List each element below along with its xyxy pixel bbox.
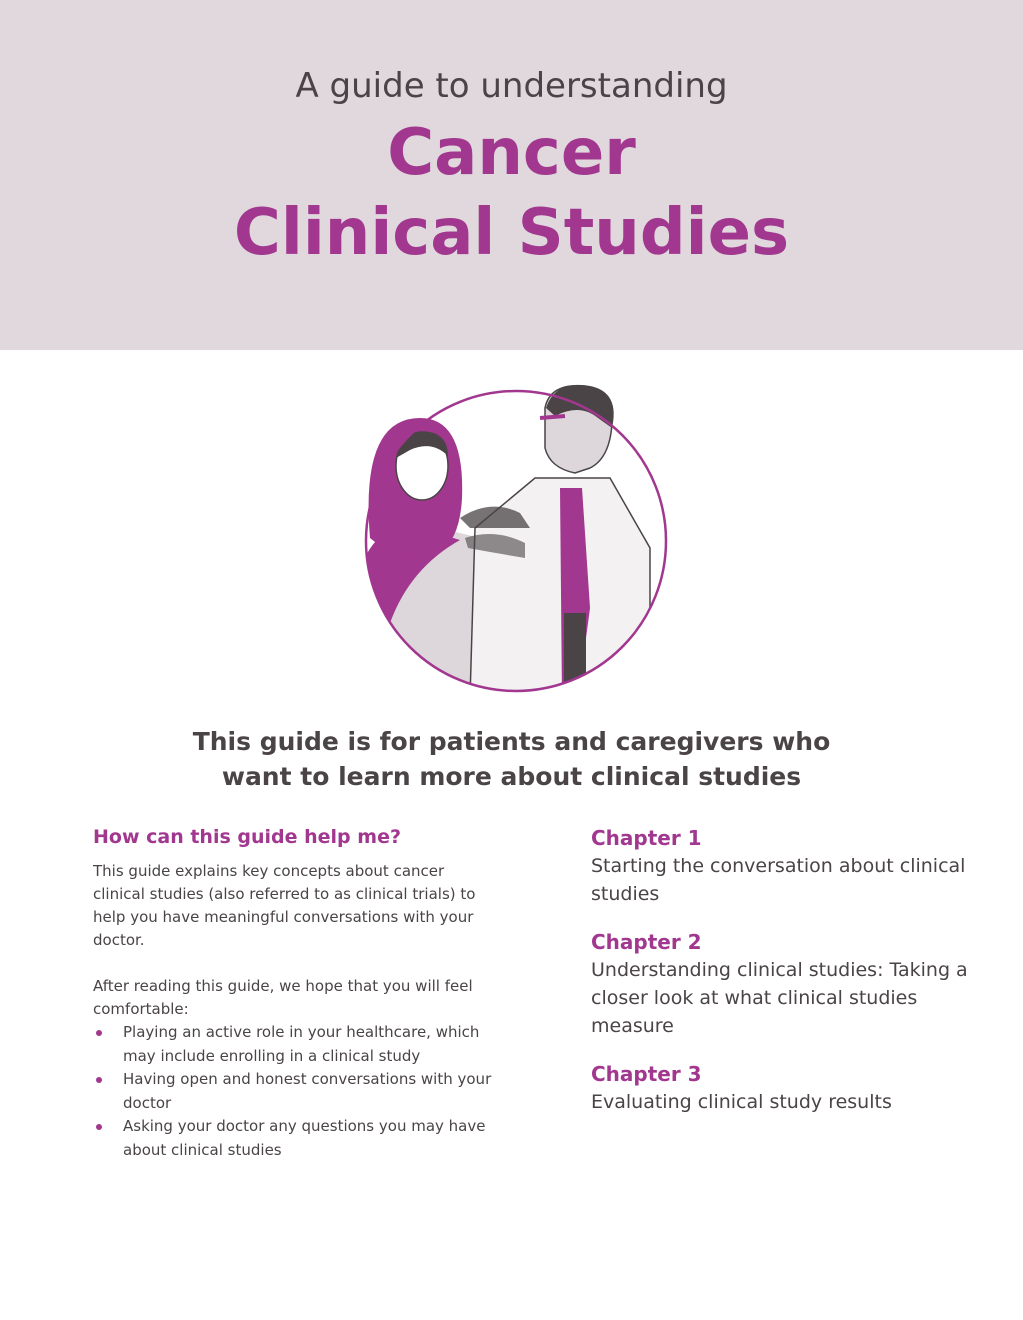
patient-doctor-illustration	[350, 378, 680, 698]
chapter-title: Understanding clinical studies: Taking a closer look at what clinical studies measure	[591, 959, 968, 1037]
chapter-label: Chapter 2	[591, 930, 702, 954]
chapter-list	[591, 824, 971, 1136]
header-banner	[0, 0, 1023, 350]
lead-line-2: want to learn more about clinical studies	[221, 762, 802, 791]
chapter-label: Chapter 1	[591, 826, 702, 850]
chapter-title: Starting the conversation about clinical studies	[591, 855, 966, 905]
lead-statement	[0, 724, 1023, 794]
lead-line-1: This guide is for patients and caregivers who	[192, 727, 831, 756]
help-paragraph-1: This guide explains key concepts about cancer clinical studies (also referred to as clinical trials) to help you have meaningful conversations with your doctor.	[93, 862, 476, 949]
title-line-1: Cancer	[387, 116, 636, 190]
list-item: Playing an active role in your healthcare, which may include enrolling in a clinical study	[93, 1021, 493, 1068]
chapter-label: Chapter 3	[591, 1062, 702, 1086]
chapter-2	[591, 928, 971, 1040]
help-paragraph-2: After reading this guide, we hope that you will feel comfortable:	[93, 977, 473, 1018]
help-bullet-list	[93, 1021, 493, 1162]
chapter-title: Evaluating clinical study results	[591, 1091, 892, 1113]
guide-kicker: A guide to understanding	[295, 66, 728, 106]
title-line-2: Clinical Studies	[233, 196, 790, 270]
help-heading: How can this guide help me?	[93, 826, 401, 848]
list-item: Asking your doctor any questions you may have about clinical studies	[93, 1115, 493, 1162]
list-item: Having open and honest conversations with your doctor	[93, 1068, 493, 1115]
help-section	[93, 826, 493, 1162]
chapter-1	[591, 824, 971, 908]
chapter-3	[591, 1060, 971, 1116]
